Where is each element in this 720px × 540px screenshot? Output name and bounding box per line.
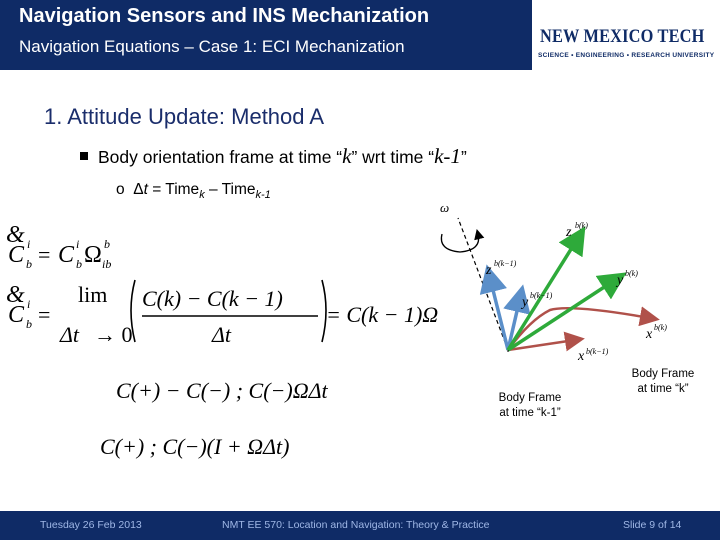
slide-title: Navigation Sensors and INS Mechanization <box>19 5 430 27</box>
t-symbol: t <box>143 181 148 198</box>
y-axis-k <box>508 280 615 350</box>
frame-k-1-line1: Body Frame <box>498 392 562 404</box>
svg-text:i: i <box>27 297 31 311</box>
eq-time: = Time <box>147 181 200 198</box>
equation-3: C(+) − C(−) ; C(−)ΩΔt <box>116 378 328 403</box>
svg-text:=: = <box>38 302 51 327</box>
footer-course: NMT EE 570: Location and Navigation: Theory & Practice <box>222 519 490 531</box>
eq2-denominator: Δt <box>212 322 232 347</box>
equation-4: C(+) ; C(−)(I + ΩΔt) <box>100 434 290 459</box>
x-k-label: x <box>646 327 653 342</box>
rotation-arc-icon <box>441 234 478 252</box>
rotation-axis <box>458 218 508 350</box>
svg-text:&: & <box>6 222 25 248</box>
footer-slide-number: Slide 9 of 14 <box>623 519 682 531</box>
bullet1-k-1: k-1 <box>434 144 461 168</box>
svg-text:b: b <box>26 257 32 271</box>
logo-tagline: SCIENCE • ENGINEERING • RESEARCH UNIVERSITY <box>538 52 715 59</box>
x-k-sup: b(k) <box>654 323 667 332</box>
z-k-1-sup: b(k−1) <box>494 259 517 268</box>
frame-k-line2: at time “k” <box>637 383 689 395</box>
minus-time: – Time <box>204 181 256 198</box>
section-heading: 1. Attitude Update: Method A <box>44 104 325 129</box>
sub-k: k <box>199 189 205 202</box>
svg-text:C: C <box>58 242 75 268</box>
eq2-rhs: = C(k − 1)Ω <box>326 302 439 327</box>
svg-text:b: b <box>26 317 32 331</box>
x-k-1-label: x <box>578 349 585 364</box>
frame-k-1-line2: at time “k-1” <box>499 407 561 419</box>
svg-text:C: C <box>8 242 25 268</box>
bullet1-end: ” <box>460 147 467 167</box>
y-k-1-label: y <box>522 295 529 310</box>
eq2-numerator: C(k) − C(k − 1) <box>142 286 283 311</box>
slide-subtitle: Navigation Equations – Case 1: ECI Mechanization <box>19 37 405 56</box>
z-k-1-label: z <box>486 263 492 278</box>
omega-label: ω <box>440 200 450 215</box>
y-k-1-sup: b(k−1) <box>530 291 553 300</box>
frame-k-line1: Body Frame <box>631 368 695 380</box>
svg-text:b: b <box>76 257 82 271</box>
svg-text:&: & <box>6 282 25 308</box>
z-k-sup: b(k) <box>575 221 588 230</box>
sub-bullet-marker: o <box>116 181 125 198</box>
y-k-label: y <box>617 273 624 288</box>
bullet1-lead: Body orientation frame at time “ <box>98 147 343 167</box>
label-frame-k <box>618 367 708 397</box>
z-k-label: z <box>566 225 572 240</box>
eq2-arrow: → 0 <box>94 322 133 347</box>
delta-symbol: Δ <box>133 181 144 198</box>
svg-text:=: = <box>38 242 51 267</box>
svg-text:ib: ib <box>102 257 112 271</box>
svg-text:i: i <box>27 237 31 251</box>
x-k-1-sup: b(k−1) <box>586 347 609 356</box>
equation-1 <box>6 222 111 271</box>
svg-text:b: b <box>104 237 110 251</box>
y-k-sup: b(k) <box>625 269 638 278</box>
svg-text:i: i <box>76 237 80 251</box>
footer-date: Tuesday 26 Feb 2013 <box>40 519 142 531</box>
label-frame-k-1 <box>478 391 582 421</box>
bullet1-mid: ” wrt time “ <box>351 147 435 167</box>
eq1-omega: Ω <box>84 242 102 268</box>
svg-text:C: C <box>8 302 25 328</box>
bullet1-k: k <box>342 144 352 168</box>
sub-k-1: k-1 <box>255 189 271 202</box>
eq2-lim: lim <box>78 282 108 307</box>
eq2-dt: Δt <box>60 322 80 347</box>
equation-2 <box>6 280 438 347</box>
nmt-logo <box>536 22 720 64</box>
z-axis-k-1 <box>490 278 508 350</box>
logo-wordmark: NEW MEXICO TECH <box>540 26 705 47</box>
